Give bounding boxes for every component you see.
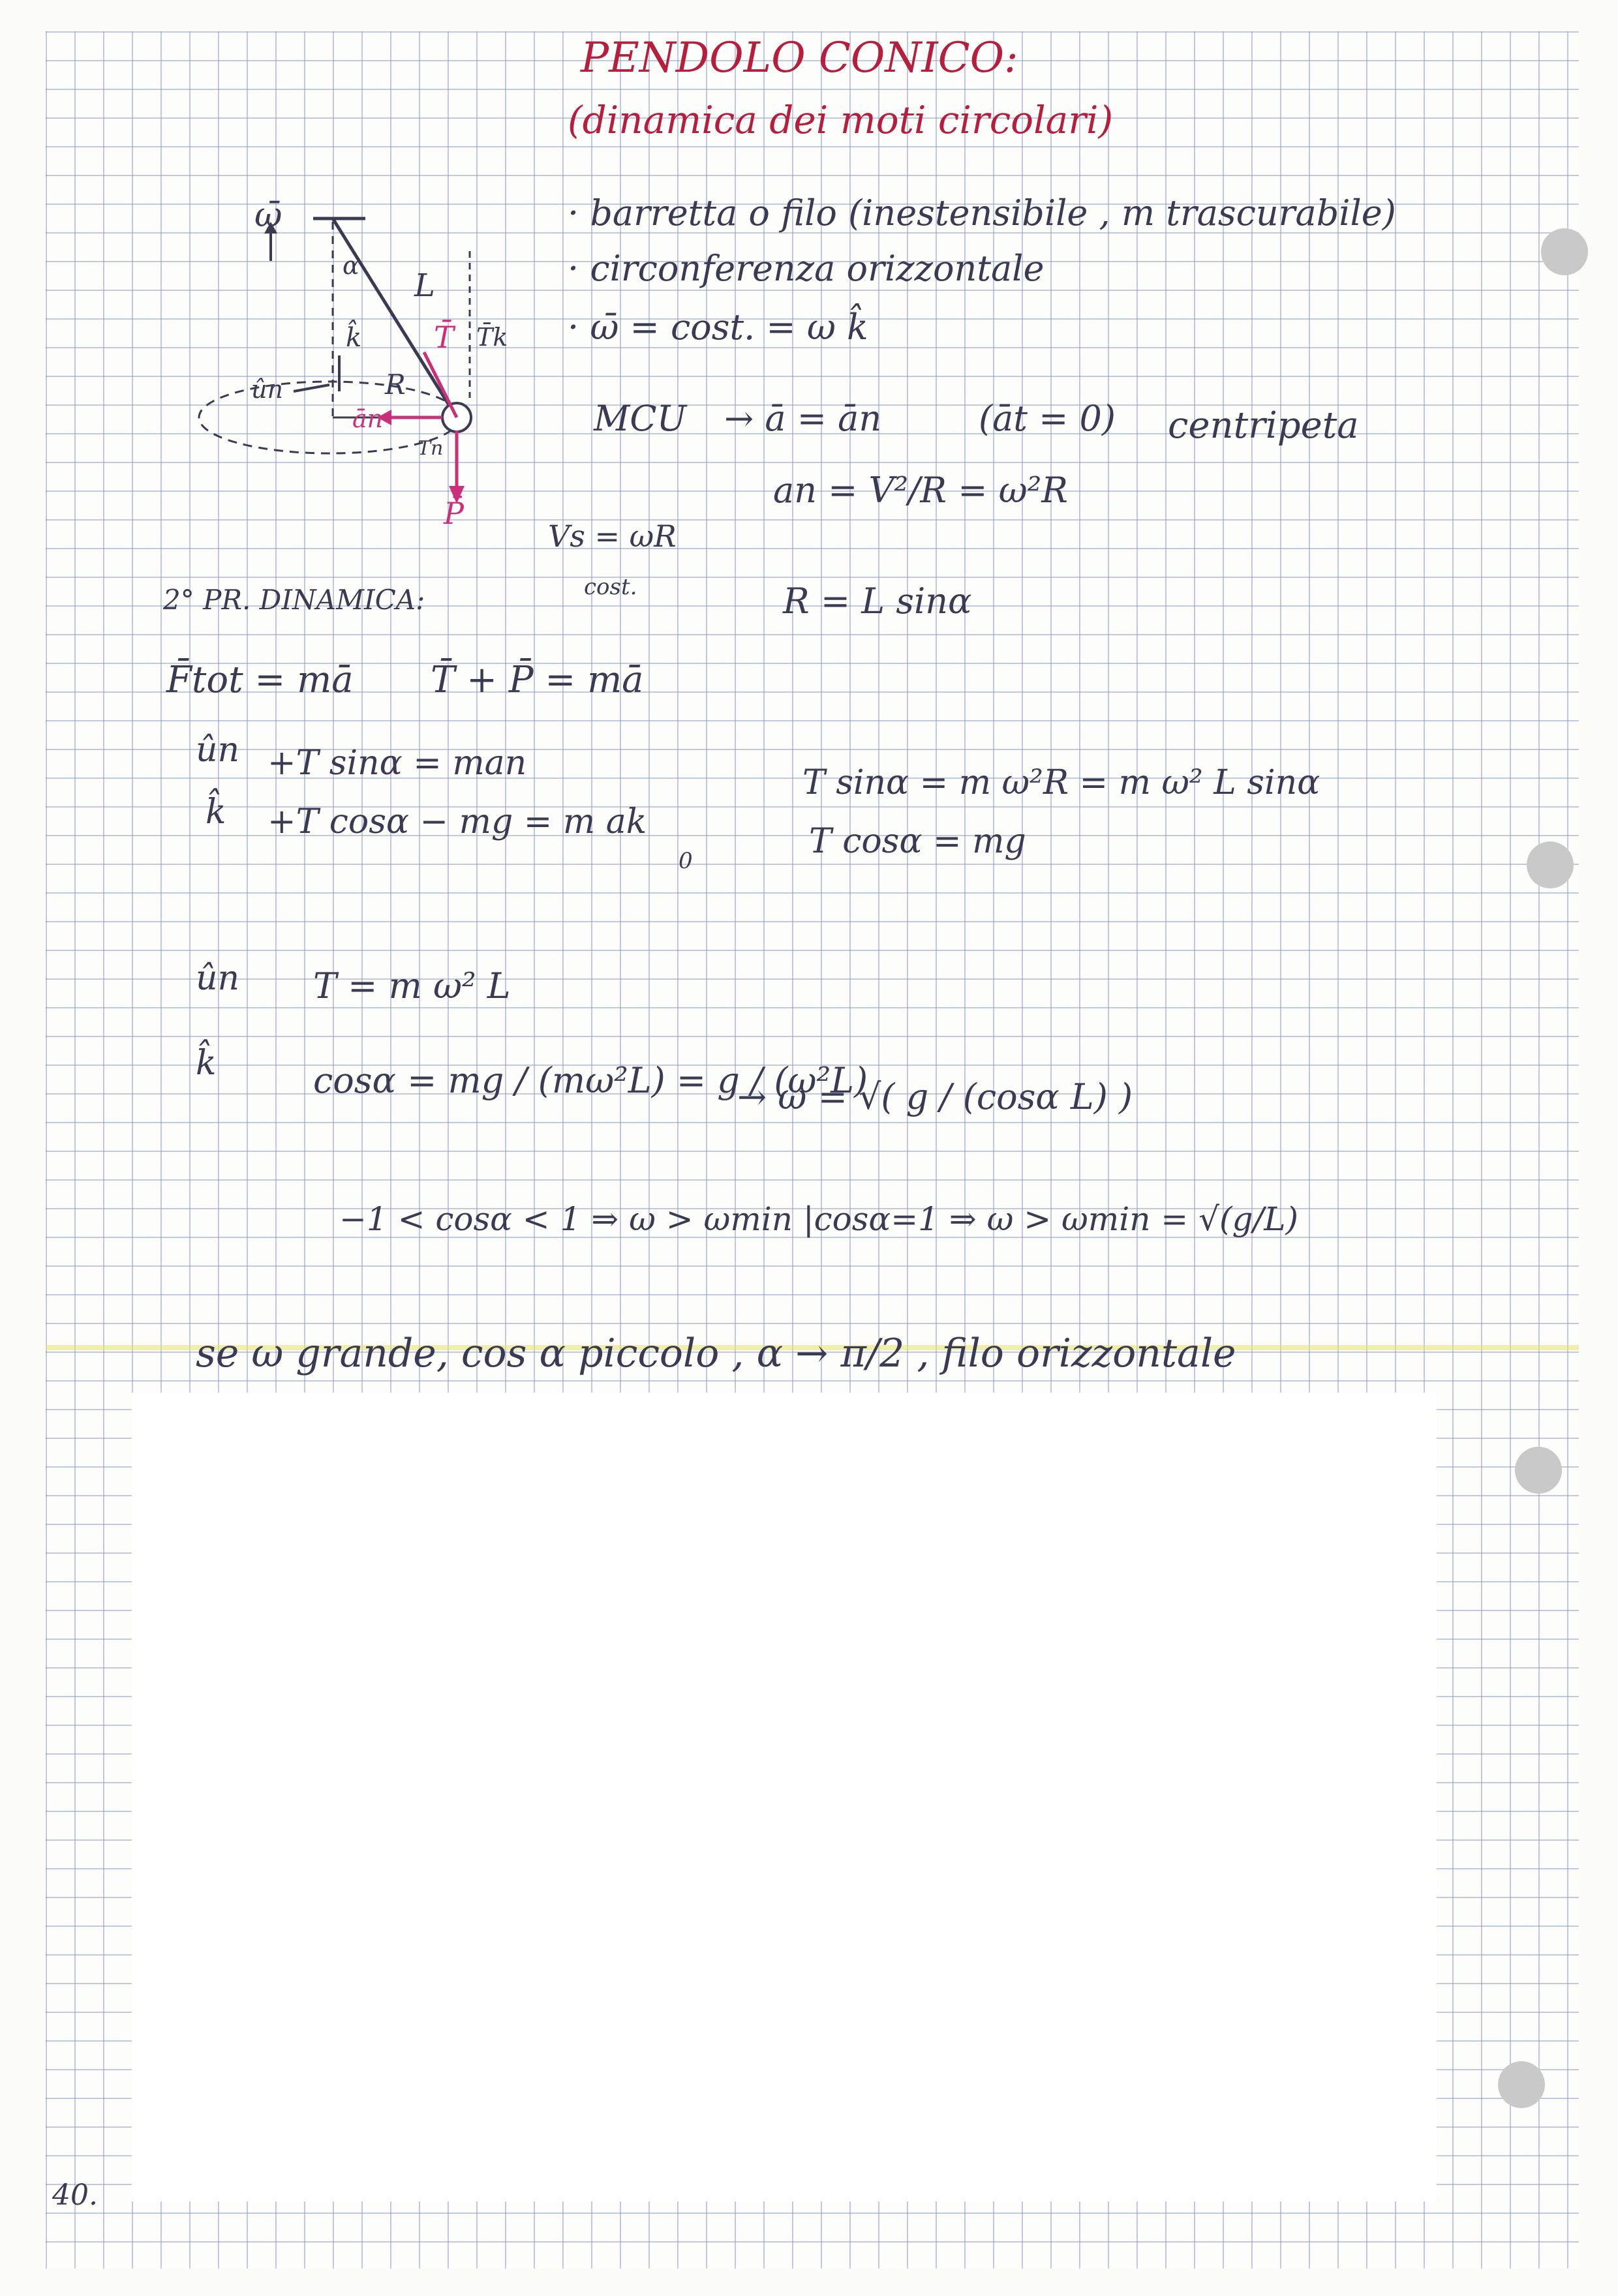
- system2-line1: T sinα = m ω²R = m ω² L sinα: [802, 763, 1320, 802]
- note-circle: · circonferenza orizzontale: [568, 248, 1045, 289]
- tk-label: T̄k: [476, 323, 508, 352]
- note-rod: · barretta o filo (inestensibile , m trascurabile): [568, 192, 1396, 234]
- zero-label: 0: [679, 848, 693, 874]
- k-hat-label: k̂: [346, 323, 362, 353]
- ftot-equation: F̄tot = mā: [166, 659, 354, 701]
- result-k-axis: k̂: [196, 1044, 217, 1083]
- radius-label: R: [385, 369, 406, 400]
- tension-label: T̄: [434, 320, 454, 355]
- un-label: ûn: [251, 375, 283, 404]
- system2-line2: T cosα = mg: [809, 822, 1026, 861]
- system1-line2: +T cosα − mg = m ak: [267, 802, 647, 841]
- tangential-zero: (āt = 0): [979, 398, 1116, 439]
- cosine-result: cosα = mg / (mω²L) = g / (ω²L): [313, 1060, 868, 1101]
- cost-label: cost.: [584, 574, 637, 600]
- mcu-acceleration: → ā = ān: [724, 398, 882, 439]
- conclusion-line: se ω grande, cos α piccolo , α → π/2 , filo orizzontale: [196, 1331, 1236, 1376]
- k-axis: k̂: [206, 793, 226, 832]
- un-axis: ûn: [196, 731, 239, 770]
- tension-result: T = m ω² L: [313, 965, 511, 1006]
- page-subtitle: (dinamica dei moti circolari): [568, 98, 1114, 142]
- omega-min-inequality: −1 < cosα < 1 ⇒ ω > ωmin |cosα=1 ⇒ ω > ωmin = √(g/L): [339, 1200, 1299, 1238]
- result-un-axis: ûn: [196, 959, 239, 998]
- centripetal-label: centripeta: [1168, 404, 1359, 447]
- dynamics-law-label: 2° PR. DINAMICA:: [163, 584, 425, 616]
- mcu-label: MCU: [594, 398, 687, 439]
- an-label: ān: [352, 404, 384, 433]
- alpha-label: α: [343, 251, 359, 280]
- system1-line1: +T sinα = man: [267, 744, 527, 783]
- forces-equation: T̄ + P̄ = mā: [431, 659, 644, 701]
- page-title: PENDOLO CONICO:: [581, 34, 1018, 82]
- vs-equation: Vs = ωR: [548, 519, 677, 554]
- omega-result: → ω = √( g / (cosα L) ): [737, 1076, 1133, 1117]
- radius-equation: R = L sinα: [783, 581, 972, 622]
- omega-label: ω̄: [254, 196, 282, 235]
- page-number: 40.: [52, 2179, 98, 2212]
- length-label: L: [414, 267, 435, 304]
- tn-label: Tn: [418, 437, 444, 460]
- note-omega: · ω̄ = cost. = ω k̂: [568, 307, 868, 348]
- weight-label: P̄: [444, 496, 464, 531]
- an-equation: an = V²/R = ω²R: [773, 470, 1068, 511]
